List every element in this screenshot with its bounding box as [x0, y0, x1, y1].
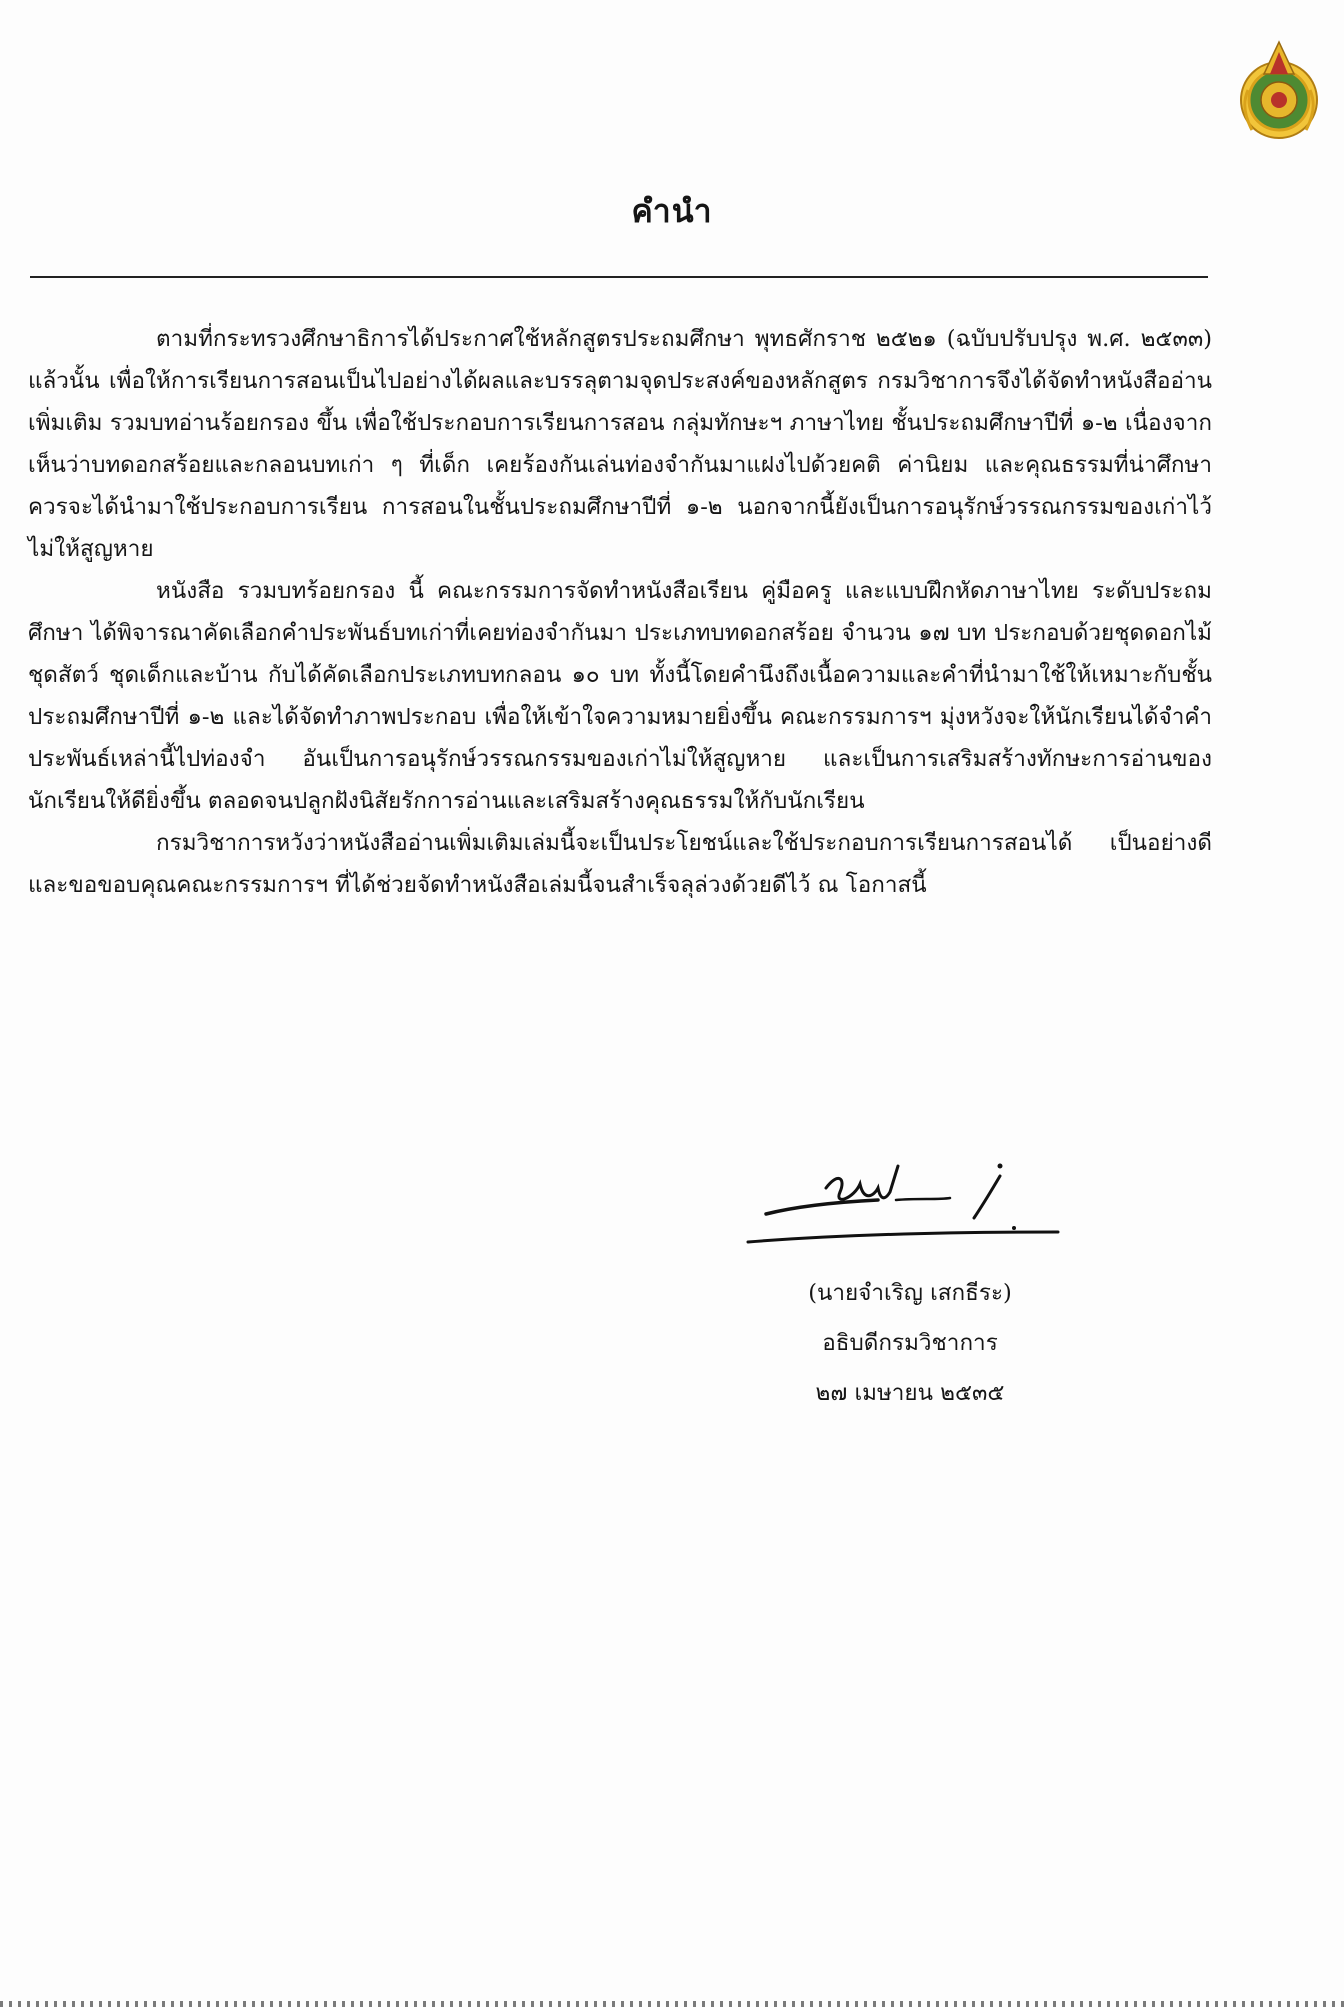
signature-date: ๒๗ เมษายน ๒๕๓๕ — [815, 1380, 1005, 1406]
text-line: ระดับประถมศึกษา ได้พิจารณาคัดเลือกคำประพันธ์บทเก่าที่เคยท่องจำกันมา ประเภทบทดอกสร้อย จำนวน — [28, 578, 1212, 646]
text-line: ๑๗ บท ประกอบด้วยชุดดอกไม้ ชุดสัตว์ ชุดเด็กและบ้าน กับได้คัดเลือกประเภทบทกลอน ๑๐ บท — [28, 620, 1213, 688]
handwritten-signature-icon — [728, 1148, 1068, 1258]
signatory-name: (นายจำเริญ เสกธีระ) — [808, 1280, 1012, 1306]
paragraph-2 — [28, 570, 1212, 822]
scan-edge — [0, 2001, 1344, 2007]
ministry-emblem-icon — [1236, 38, 1322, 142]
text-line: การสอนในชั้นประถมศึกษาปีที่ ๑-๒ นอกจากนี้ยังเป็นการอนุรักษ์วรรณกรรมของเก่าไว้ไม่ให้สูญหาย — [28, 494, 1212, 562]
text-line: เคยร้องกันเล่นท่องจำกันมาแฝงไปด้วยคติ ค่านิยม และคุณธรรมที่น่าศึกษา ควรจะได้นำมาใช้ประกอบการเรียน — [28, 452, 1212, 520]
text-line: ตลอดจนปลูกฝังนิสัยรักการอ่านและเสริมสร้างคุณธรรมให้กับนักเรียน — [207, 788, 865, 814]
page-title: คำนำ — [631, 192, 713, 230]
text-line: ตามที่กระทรวงศึกษาธิการได้ประกาศใช้หลักสูตรประถมศึกษา พุทธศักราช ๒๕๒๑ (ฉบับปรับปรุง — [156, 326, 1078, 352]
text-line: กรมวิชาการจึงได้จัดทำหนังสืออ่านเพิ่มเติม รวมบทอ่านร้อยกรอง ขึ้น เพื่อใช้ประกอบการเรียนการสอน — [28, 368, 1212, 436]
signature-block — [760, 1268, 1060, 1418]
text-line: พ.ศ. ๒๕๓๓) แล้วนั้น เพื่อให้การเรียนการสอนเป็นไปอย่างได้ผลและบรรลุตามจุดประสงค์ของหลักสูตร — [28, 326, 1212, 394]
text-line: หนังสือ รวมบทร้อยกรอง นี้ คณะกรรมการจัดทำหนังสือเรียน คู่มือครู และแบบฝึกหัดภาษาไทย — [156, 578, 1079, 604]
title-divider — [30, 276, 1208, 278]
signatory-position: อธิบดีกรมวิชาการ — [822, 1330, 998, 1356]
preface-body — [28, 318, 1212, 906]
text-line: อันเป็นการอนุรักษ์วรรณกรรมของเก่าไม่ให้สูญหาย และเป็นการเสริมสร้างทักษะการอ่านของนักเรียนให้ดียิ่งขึ้น — [28, 746, 1212, 814]
text-line: กลุ่มทักษะฯ ภาษาไทย ชั้นประถมศึกษาปีที่ ๑-๒ เนื่องจากเห็นว่าบทดอกสร้อยและกลอนบทเก่า ๆ ที่เด็ก — [28, 410, 1212, 478]
text-line: ทั้งนี้โดยคำนึงถึงเนื้อความและคำที่นำมาใช้ให้เหมาะกับชั้นประถมศึกษาปีที่ ๑-๒ และได้จัดทำภาพประกอบ — [28, 662, 1212, 730]
text-line: เป็นอย่างดี และขอขอบคุณคณะกรรมการฯ ที่ได้ช่วยจัดทำหนังสือเล่มนี้จนสำเร็จลุล่วงด้วยดีไว้ ณ โอกาสนี้ — [28, 830, 1212, 898]
paragraph-3 — [28, 822, 1212, 906]
paragraph-1 — [28, 318, 1212, 570]
text-line: กรมวิชาการหวังว่าหนังสืออ่านเพิ่มเติมเล่มนี้จะเป็นประโยชน์และใช้ประกอบการเรียนการสอนได้ — [156, 830, 1073, 856]
text-line: เพื่อให้เข้าใจความหมายยิ่งขึ้น คณะกรรมการฯ มุ่งหวังจะให้นักเรียนได้จำคำประพันธ์เหล่านี้ไปท่องจำ — [28, 704, 1213, 772]
